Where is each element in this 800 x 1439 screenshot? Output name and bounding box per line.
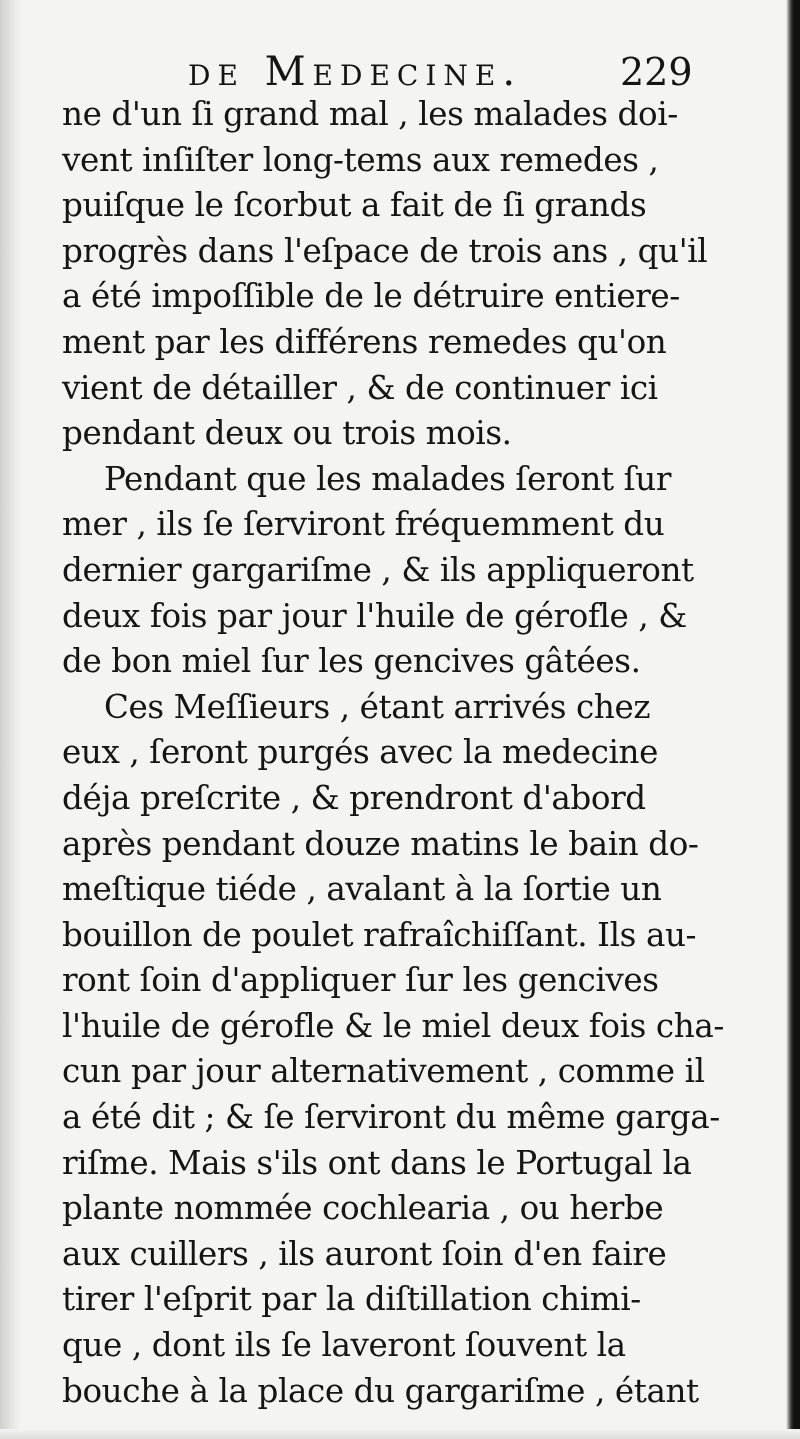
text-line: bouillon de poulet rafraîchiſſant. Ils au- — [62, 915, 697, 954]
text-line: ment par les différens remedes qu'on — [62, 322, 667, 361]
text-line: vent inſiſter long-tems aux remedes , — [62, 140, 659, 179]
page-number: 229 — [620, 50, 693, 94]
text-line: eux , ſeront purgés avec la medecine — [62, 733, 659, 772]
text-line: plante nommée cochlearia , ou herbe — [62, 1189, 664, 1228]
text-line: Ces Meſſieurs , étant arrivés chez — [104, 687, 651, 726]
text-line: aux cuillers , ils auront ſoin d'en faire — [62, 1234, 667, 1273]
text-line: ne d'un ſi grand mal , les malades doi- — [62, 95, 678, 133]
text-line: ront ſoin d'appliquer ſur les gencives — [62, 961, 659, 1000]
text-line: tirer l'eſprit par la diſtillation chimi- — [62, 1280, 641, 1319]
text-line: de bon miel ſur les gencives gâtées. — [62, 642, 641, 681]
text-line: deux fois par jour l'huile de gérofle , & — [62, 596, 687, 635]
text-line: vient de détailler , & de continuer ici — [62, 368, 658, 407]
page-bottom-edge — [0, 1429, 800, 1439]
text-line: dernier gargariſme , & ils appliqueront — [62, 550, 694, 589]
text-line: mer , ils ſe ſerviront fréquemment du — [62, 505, 665, 544]
text-line: l'huile de gérofle & le miel deux fois cha- — [62, 1006, 724, 1045]
text-line: déja preſcrite , & prendront d'abord — [62, 778, 646, 817]
page-right-edge — [786, 0, 800, 1439]
text-line: pendant deux ou trois mois. — [62, 414, 512, 453]
text-line: cun par jour alternativement , comme il — [62, 1052, 705, 1091]
page-left-shadow — [0, 0, 22, 1439]
text-line: progrès dans l'eſpace de trois ans , qu'il — [62, 231, 708, 270]
text-line: meſtique tiéde , avalant à la ſortie un — [62, 870, 662, 909]
text-line: que , dont ils ſe laveront ſouvent la — [62, 1326, 626, 1365]
text-line: après pendant douze matins le bain do- — [62, 824, 699, 863]
text-line: Pendant que les malades ſeront ſur — [104, 459, 671, 498]
text-line: a été dit ; & ſe ſerviront du même garga- — [62, 1098, 720, 1137]
text-line: riſme. Mais s'ils ont dans le Portugal la — [62, 1143, 692, 1182]
text-line: a été impoſſible de le détruire entiere- — [62, 277, 680, 316]
text-line: puiſque le ſcorbut a fait de ſi grands — [62, 186, 647, 225]
running-title: de Medecine. — [188, 49, 523, 95]
text-line: bouche à la place du gargariſme , étant — [62, 1371, 699, 1410]
body-text — [62, 92, 742, 1414]
